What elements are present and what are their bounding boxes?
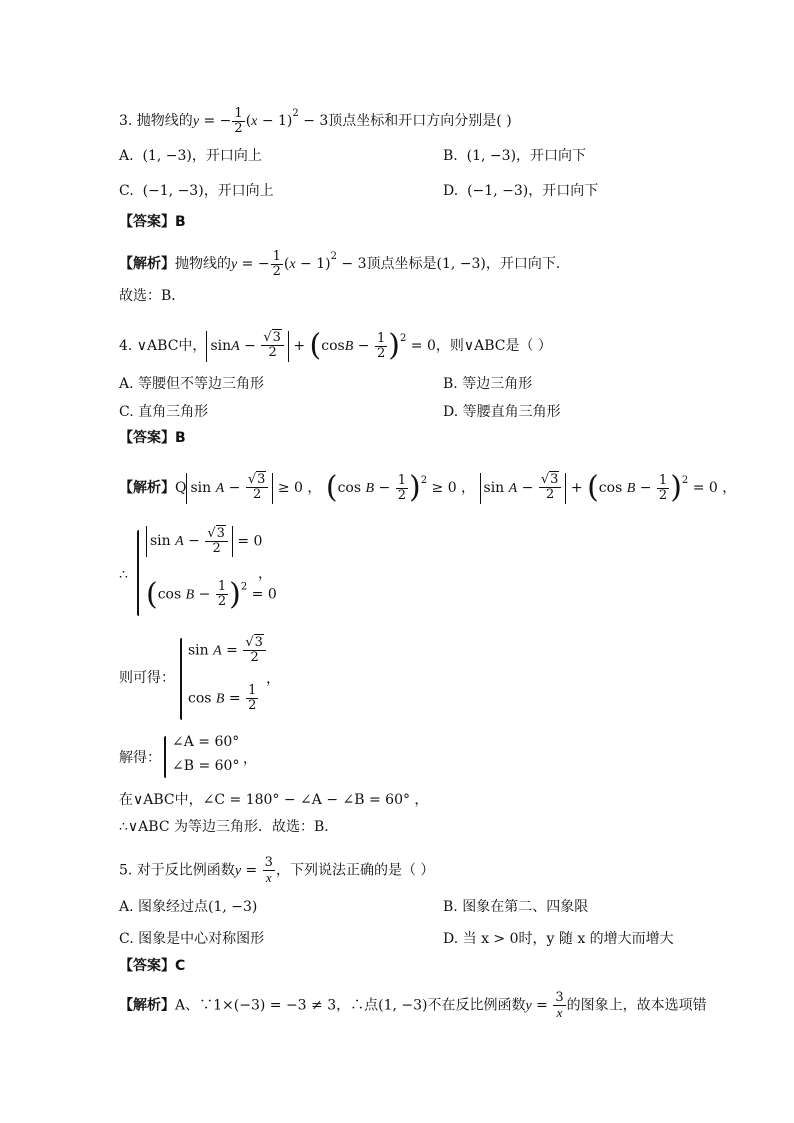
q4-analysis-1: 【解析】Q sin A − $\frac{√3}{2}$ ≥ 0 ， (cos B − $\frac{1}{2}$ )$^2$ ≥ 0 ， sin A − $\frac{√3}{2}$ + (cos B − $\frac{1}{2}$ )$^2$ = 0 ， [119, 470, 737, 505]
q5-option-b: B. 图象在第二、四象限 [443, 899, 589, 915]
q3-option-b: B. (1, −3)，开口向下 [443, 148, 587, 164]
q4-option-a: A. 等腰但不等边三角形 [119, 376, 265, 392]
q4-conclusion: ∴∨ABC 为等边三角形．故选：B． [119, 819, 339, 835]
q5-answer: 【答案】C [119, 958, 186, 974]
q4-angle-c: 在∨ABC中，∠C = 180° − ∠A − ∠B = 60° ， [119, 792, 429, 808]
q5-analysis: 【解析】A、∵1×(−3) = −3 ≠ 3，∴点(1, −3)不在反比例函数y = $\frac{3}{x}$ 的图象上，故本选项错 [119, 990, 707, 1020]
q3-stem-prefix: 3. 抛物线的 [119, 113, 193, 129]
q5-option-c: C. 图象是中心对称图形 [119, 931, 265, 947]
therefore-symbol: ∴ [119, 567, 128, 583]
left-brace [137, 530, 139, 616]
q3-option-d: D. (−1, −3)，开口向下 [443, 183, 599, 199]
system1-eq1: sin A − $\frac{√3}{2}$ = 0 [146, 526, 262, 557]
q5-option-a: A. 图象经过点(1, −3) [119, 899, 258, 915]
q4-option-d: D. 等腰直角三角形 [443, 404, 561, 420]
q3-stem: 3. 抛物线的y = − $\frac{1}{2}$ $(x - 1)^2 - 3$顶点坐标和开口方向分别是( ) [119, 105, 512, 136]
q3-option-c: C. (−1, −3)，开口向上 [119, 183, 274, 199]
q3-stem-suffix: 顶点坐标和开口方向分别是( ) [328, 113, 512, 129]
q4-answer: 【答案】B [119, 430, 186, 446]
q4-solve-label: 解得： [119, 750, 161, 766]
q3-option-a: A. (1, −3)，开口向上 [119, 148, 262, 164]
angle-a: ∠A = 60° [172, 734, 240, 750]
system2-eq1: sin A = $\frac{√3}{2}$ [188, 636, 267, 665]
angle-b: ∠B = 60° [172, 758, 240, 774]
left-brace [164, 736, 166, 778]
q3-answer: 【答案】B [119, 214, 186, 230]
q3-conclusion: 故选：B． [119, 288, 186, 304]
q5-option-d: D. 当 x > 0时，y 随 x 的增大而增大 [443, 931, 674, 947]
system2-eq2: cos B = $\frac{1}{2}$ [188, 683, 257, 713]
system1-eq2: (cos B − $\frac{1}{2}$ )$^2$ = 0 [146, 577, 277, 612]
q4-option-c: C. 直角三角形 [119, 404, 209, 420]
left-brace [180, 638, 182, 720]
q5-stem: 5. 对于反比例函数y = $\frac{3}{x}$ ，下列说法正确的是（ ） [119, 855, 435, 885]
q4-stem: 4. ∨ABC中， sinA − $\frac{√3}{2}$ + (cosB − $\frac{1}{2}$ )$^2$ = 0，则∨ABC是（ ） [119, 328, 552, 363]
q4-option-b: B. 等边三角形 [443, 376, 533, 392]
fraction: $\frac{1}{2}$ [234, 105, 243, 136]
q3-analysis: 【解析】抛物线的y = − $\frac{1}{2}$ $(x - 1)^2 - 3$顶点坐标是(1, −3)，开口向下． [119, 248, 570, 279]
q4-then-label: 则可得： [119, 670, 175, 686]
